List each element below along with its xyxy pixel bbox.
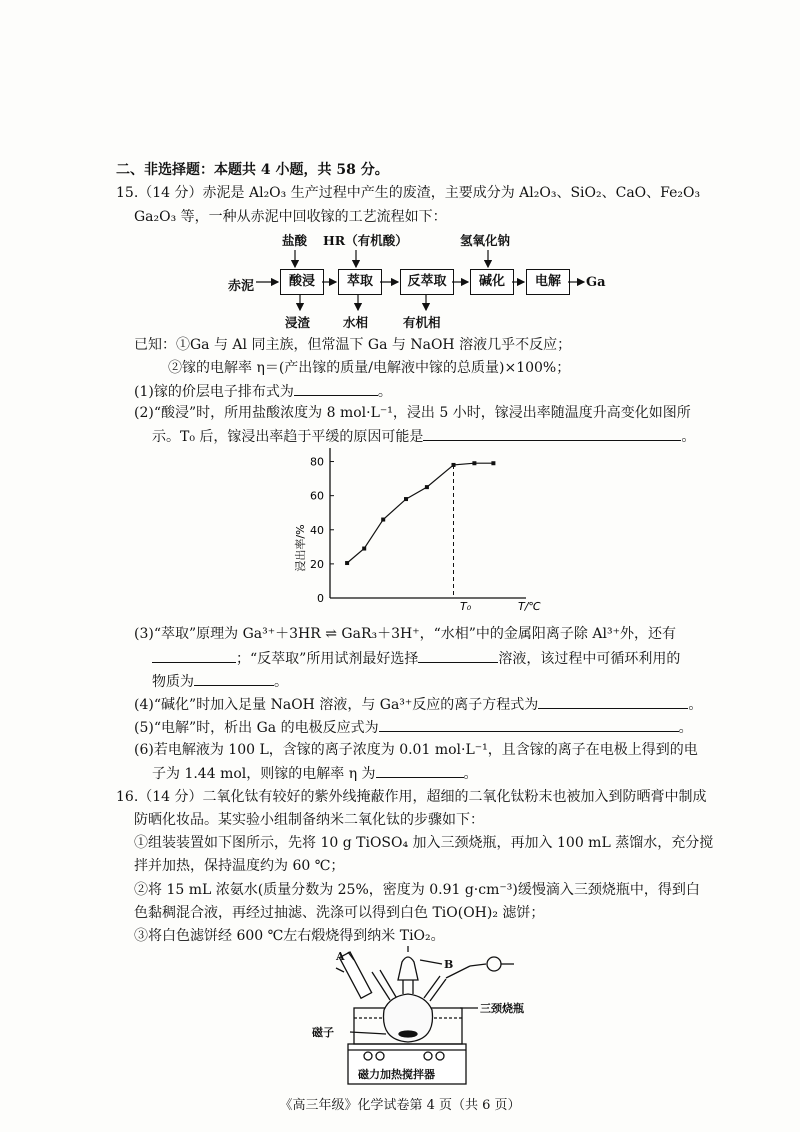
apparatus-diagram xyxy=(310,946,550,1086)
chart-ytick-label: 80 xyxy=(310,455,324,469)
answer-blank-3c[interactable] xyxy=(194,671,274,686)
q15-part5: (5)“电解”时，析出 Ga 的电极反应式为 。 xyxy=(134,717,693,738)
reagent-naoh: 氢氧化钠 xyxy=(460,233,511,248)
q16-step3: ③将白色滤饼经 600 ℃左右煅烧得到纳米 TiO₂。 xyxy=(134,928,445,944)
q15-part6-line1: (6)若电解液为 100 L，含镓的离子浓度为 0.01 mol·L⁻¹，且含镓的离子在电极上得到的电 xyxy=(134,742,698,758)
answer-blank-1[interactable] xyxy=(294,381,378,396)
chart-series-line xyxy=(347,463,493,563)
chart-ytick-label: 20 xyxy=(310,557,324,571)
label-magnetic-stirrer: 磁力加热搅拌器 xyxy=(358,1068,435,1081)
answer-blank-2[interactable] xyxy=(423,426,681,441)
known-1: 已知：①Ga 与 Al 同主族，但常温下 Ga 与 NaOH 溶液几乎不反应； xyxy=(134,337,572,353)
chart-point xyxy=(425,485,429,489)
chart-point xyxy=(472,461,476,465)
q16-step2-line1: ②将 15 mL 浓氨水(质量分数为 25%，密度为 0.91 g·cm⁻³)缓慢滴入三颈烧瓶中，得到白 xyxy=(134,882,700,898)
byproduct-organic: 有机相 xyxy=(403,315,441,330)
step-alkalization: 碱化 xyxy=(470,269,514,295)
chart-point xyxy=(404,497,408,501)
chart-xlabel: T/℃ xyxy=(518,600,541,613)
q15-part3-line2: ；“反萃取”所用试剂最好选择 溶液，该过程中可循环利用的 xyxy=(152,648,680,669)
q15-part2-line1: (2)“酸浸”时，所用盐酸浓度为 8 mol·L⁻¹，浸出 5 小时，镓浸出率随温度升高变化如图所 xyxy=(134,405,691,421)
answer-blank-6[interactable] xyxy=(376,763,464,778)
step-back-extraction: 反萃取 xyxy=(400,269,454,295)
chart-xtick-t0: T₀ xyxy=(460,600,472,613)
q15-part3-line1: (3)“萃取”原理为 Ga³⁺＋3HR ⇌ GaR₃＋3H⁺，“水相”中的金属阳离子除 Al³⁺外，还有 xyxy=(134,626,676,642)
flow-source: 赤泥 xyxy=(228,279,255,294)
reagent-hcl: 盐酸 xyxy=(282,233,308,248)
q16-step1-line2: 拌并加热，保持温度约为 60 ℃； xyxy=(134,858,345,874)
q16-step1-line1: ①组装装置如下图所示，先将 10 g TiOSO₄ 加入三颈烧瓶，再加入 100 mL 蒸馏水，充分搅 xyxy=(134,835,714,851)
label-a: A xyxy=(336,950,345,963)
label-b: B xyxy=(444,958,454,971)
q15-part3-line3: 物质为 。 xyxy=(152,671,288,692)
q16-intro-line1: 16.（14 分）二氧化钛有较好的紫外线掩蔽作用，超细的二氧化钛粉末也被加入到防晒膏中制成 xyxy=(116,789,707,805)
step-acid-leach: 酸浸 xyxy=(280,269,324,295)
label-three-neck-flask: 三颈烧瓶 xyxy=(480,1002,524,1015)
q15-part2-line2: 示。T₀ 后，镓浸出率趋于平缓的原因可能是 。 xyxy=(152,426,695,447)
label-stir-bar: 磁子 xyxy=(312,1026,334,1039)
q16-intro-line2: 防晒化妆品。某实验小组制备纳米二氧化钛的步骤如下： xyxy=(134,812,484,828)
chart-point xyxy=(381,518,385,522)
known-2: ②镓的电解率 η＝(产出镓的质量/电解液中镓的总质量)×100%； xyxy=(168,360,571,376)
byproduct-residue: 浸渣 xyxy=(285,315,311,330)
q15-part6-line2: 子为 1.44 mol，则镓的电解率 η 为 。 xyxy=(152,763,478,784)
chart-point xyxy=(362,547,366,551)
answer-blank-3a[interactable] xyxy=(152,648,236,663)
step-extraction: 萃取 xyxy=(338,269,382,295)
flow-product: Ga xyxy=(586,275,606,290)
chart-point xyxy=(452,463,456,467)
answer-blank-5[interactable] xyxy=(379,717,679,732)
leach-rate-chart xyxy=(290,448,560,618)
byproduct-aqueous: 水相 xyxy=(343,315,369,330)
chart-ylabel: 浸出率/% xyxy=(294,524,307,572)
q16-step2-line2: 色黏稠混合液，再经过抽滤、洗涤可以得到白色 TiO(OH)₂ 滤饼； xyxy=(134,905,545,921)
q15-part4: (4)“碱化”时加入足量 NaOH 溶液，与 Ga³⁺反应的离子方程式为 。 xyxy=(134,694,702,715)
step-electrolysis: 电解 xyxy=(526,269,570,295)
section-heading: 二、非选择题：本题共 4 小题，共 58 分。 xyxy=(116,162,389,178)
apparatus-drawing xyxy=(310,946,550,1086)
chart-ytick-label: 60 xyxy=(310,489,324,503)
q15-intro-line1: 15.（14 分）赤泥是 Al₂O₃ 生产过程中产生的废渣，主要成分为 Al₂O₃、SiO₂、CaO、Fe₂O₃ xyxy=(116,185,701,201)
chart-ytick-label: 40 xyxy=(310,523,324,537)
chart-ytick-label: 0 xyxy=(317,592,324,605)
page-footer: 《高三年级》化学试卷第 4 页（共 6 页） xyxy=(279,1098,521,1113)
chart-point xyxy=(491,461,495,465)
answer-blank-3b[interactable] xyxy=(418,648,498,663)
reagent-hr: HR（有机酸） xyxy=(323,233,408,248)
answer-blank-4[interactable] xyxy=(538,694,688,709)
q15-intro-line2: Ga₂O₃ 等，一种从赤泥中回收镓的工艺流程如下： xyxy=(134,209,447,225)
q15-part1: (1)镓的价层电子排布式为 。 xyxy=(134,381,392,402)
chart-point xyxy=(345,561,349,565)
